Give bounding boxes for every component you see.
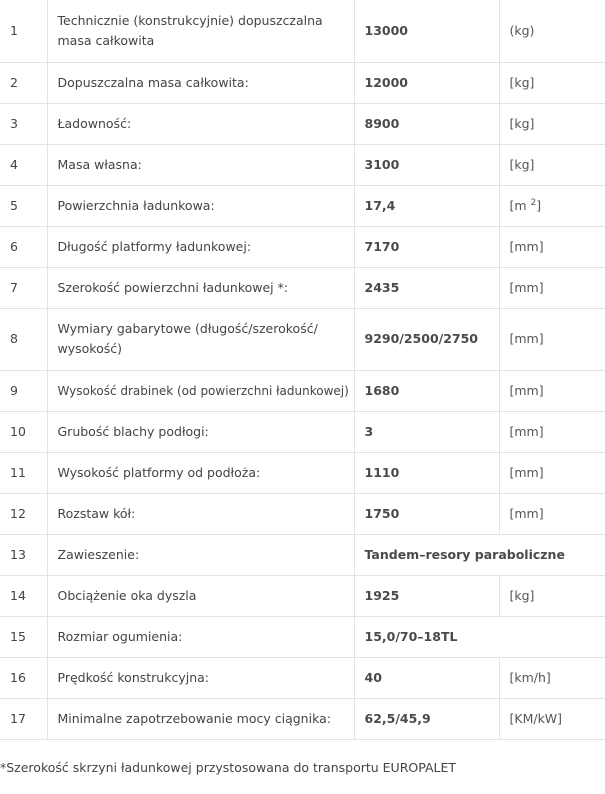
parameter-unit: [KM/kW] [499,698,605,739]
table-row [0,370,605,411]
parameter-unit: [kg] [499,62,605,103]
table-row [0,411,605,452]
row-number: 3 [0,103,47,144]
parameter-value: 3 [354,411,499,452]
parameter-unit [499,185,605,226]
parameter-value: 40 [354,657,499,698]
parameter-label: Zawieszenie: [47,534,354,575]
table-row [0,267,605,308]
parameter-label: Dopuszczalna masa całkowita: [47,62,354,103]
parameter-value: 2435 [354,267,499,308]
row-number: 8 [0,308,47,370]
table-row [0,698,605,739]
row-number: 1 [0,0,47,62]
parameter-label: Rozmiar ogumienia: [47,616,354,657]
table-row [0,657,605,698]
parameter-value: 1750 [354,493,499,534]
parameter-value: 17,4 [354,185,499,226]
table-row [0,185,605,226]
parameter-unit: [km/h] [499,657,605,698]
parameter-value: 15,0/70–18TL [354,616,605,657]
parameter-value: 7170 [354,226,499,267]
parameter-unit: [kg] [499,575,605,616]
parameter-value: 1680 [354,370,499,411]
table-row [0,144,605,185]
parameter-unit: [mm] [499,452,605,493]
parameter-value: 8900 [354,103,499,144]
parameter-label: Rozstaw kół: [47,493,354,534]
parameter-label: Wysokość platformy od podłoża: [47,452,354,493]
parameter-label: Obciążenie oka dyszla [47,575,354,616]
parameter-label: Wysokość drabinek (od powierzchni ładunkowej) [47,370,354,411]
parameter-label: Szerokość powierzchni ładunkowej *: [47,267,354,308]
row-number: 15 [0,616,47,657]
parameter-label: Długość platformy ładunkowej: [47,226,354,267]
row-number: 2 [0,62,47,103]
table-row [0,534,605,575]
parameter-unit: [mm] [499,493,605,534]
table-row [0,452,605,493]
row-number: 14 [0,575,47,616]
row-number: 5 [0,185,47,226]
table-row [0,103,605,144]
row-number: 4 [0,144,47,185]
parameter-unit: [mm] [499,370,605,411]
parameter-label: Ładowność: [47,103,354,144]
parameter-value: 62,5/45,9 [354,698,499,739]
table-row [0,493,605,534]
parameter-label: Masa własna: [47,144,354,185]
parameter-unit: [mm] [499,226,605,267]
parameter-label: Minimalne zapotrzebowanie mocy ciągnika: [47,698,354,739]
row-number: 13 [0,534,47,575]
row-number: 11 [0,452,47,493]
parameter-unit: [kg] [499,144,605,185]
row-number: 17 [0,698,47,739]
parameter-unit: [mm] [499,308,605,370]
table-row [0,616,605,657]
table-row [0,62,605,103]
row-number: 12 [0,493,47,534]
parameter-value: 13000 [354,0,499,62]
row-number: 6 [0,226,47,267]
unit-base: [m [509,197,527,213]
parameter-unit: [mm] [499,411,605,452]
parameter-value: 9290/2500/2750 [354,308,499,370]
table-row [0,308,605,370]
parameter-value: 1925 [354,575,499,616]
row-number: 16 [0,657,47,698]
parameter-value: Tandem–resory paraboliczne [354,534,605,575]
parameter-unit: [kg] [499,103,605,144]
footnote: *Szerokość skrzyni ładunkowej przystosowana do transportu EUROPALET [0,760,457,775]
parameter-label: Grubość blachy podłogi: [47,411,354,452]
parameter-label: Prędkość konstrukcyjna: [47,657,354,698]
unit-close: ] [536,197,542,213]
table-row [0,0,605,62]
row-number: 7 [0,267,47,308]
parameter-value: 3100 [354,144,499,185]
row-number: 9 [0,370,47,411]
parameter-value: 12000 [354,62,499,103]
unit-exponent: 2 [530,197,537,208]
parameter-label: Powierzchnia ładunkowa: [47,185,354,226]
parameter-label: Wymiary gabarytowe (długość/szerokość/ wysokość) [47,308,354,370]
parameter-unit: (kg) [499,0,605,62]
parameter-unit: [mm] [499,267,605,308]
parameter-label: Technicznie (konstrukcyjnie) dopuszczalna masa całkowita [47,0,354,62]
row-number: 10 [0,411,47,452]
table-row [0,575,605,616]
parameter-value: 1110 [354,452,499,493]
table-row [0,226,605,267]
